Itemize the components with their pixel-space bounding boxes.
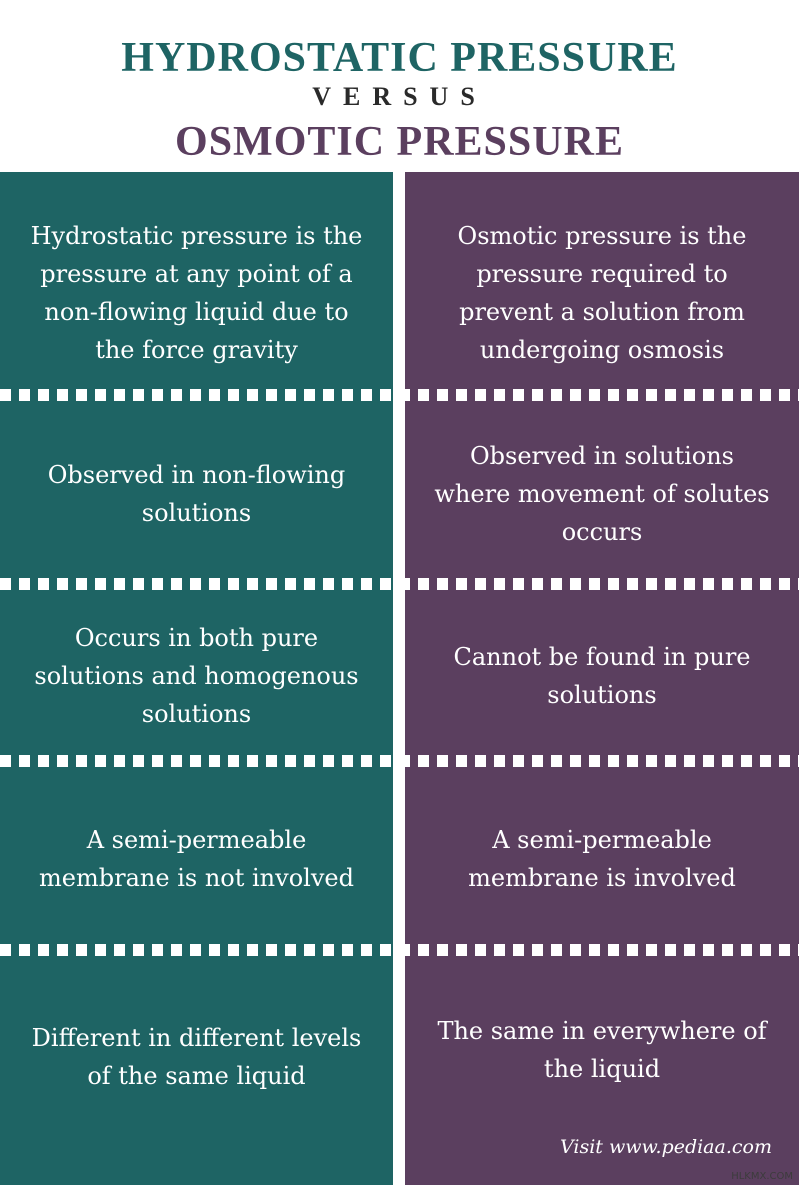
osmotic-column xyxy=(405,172,799,1185)
hydrostatic-observation: Observed in non-flowing solutions xyxy=(47,461,346,527)
title-osmotic: OSMOTIC PRESSURE xyxy=(175,119,624,165)
hydrostatic-column xyxy=(0,172,393,1185)
osmotic-membrane: A semi-permeable membrane is involved xyxy=(468,826,736,892)
watermark: HLKMX.COM xyxy=(731,1171,793,1182)
hydrostatic-occurrence: Occurs in both pure solutions and homogenous solutions xyxy=(34,624,359,728)
hydrostatic-membrane: A semi-permeable membrane is not involved xyxy=(39,826,354,892)
source-credit: Visit www.pediaa.com xyxy=(560,1136,772,1158)
row-divider xyxy=(0,755,799,767)
row-divider xyxy=(0,944,799,956)
title-hydrostatic: HYDROSTATIC PRESSURE xyxy=(121,35,678,81)
row-divider xyxy=(0,389,799,401)
osmotic-definition: Osmotic pressure is the pressure required to prevent a solution from undergoing osmosis xyxy=(457,222,747,364)
row-divider xyxy=(0,578,799,590)
osmotic-occurrence: Cannot be found in pure solutions xyxy=(453,643,751,709)
hydrostatic-definition: Hydrostatic pressure is the pressure at any point of a non-flowing liquid due to the force gravity xyxy=(30,222,363,364)
osmotic-levels: The same in everywhere of the liquid xyxy=(437,1017,767,1083)
header xyxy=(0,0,799,172)
versus-label: VERSUS xyxy=(312,82,487,111)
osmotic-observation: Observed in solutions where movement of solutes occurs xyxy=(434,442,770,546)
hydrostatic-levels: Different in different levels of the same liquid xyxy=(31,1024,362,1090)
